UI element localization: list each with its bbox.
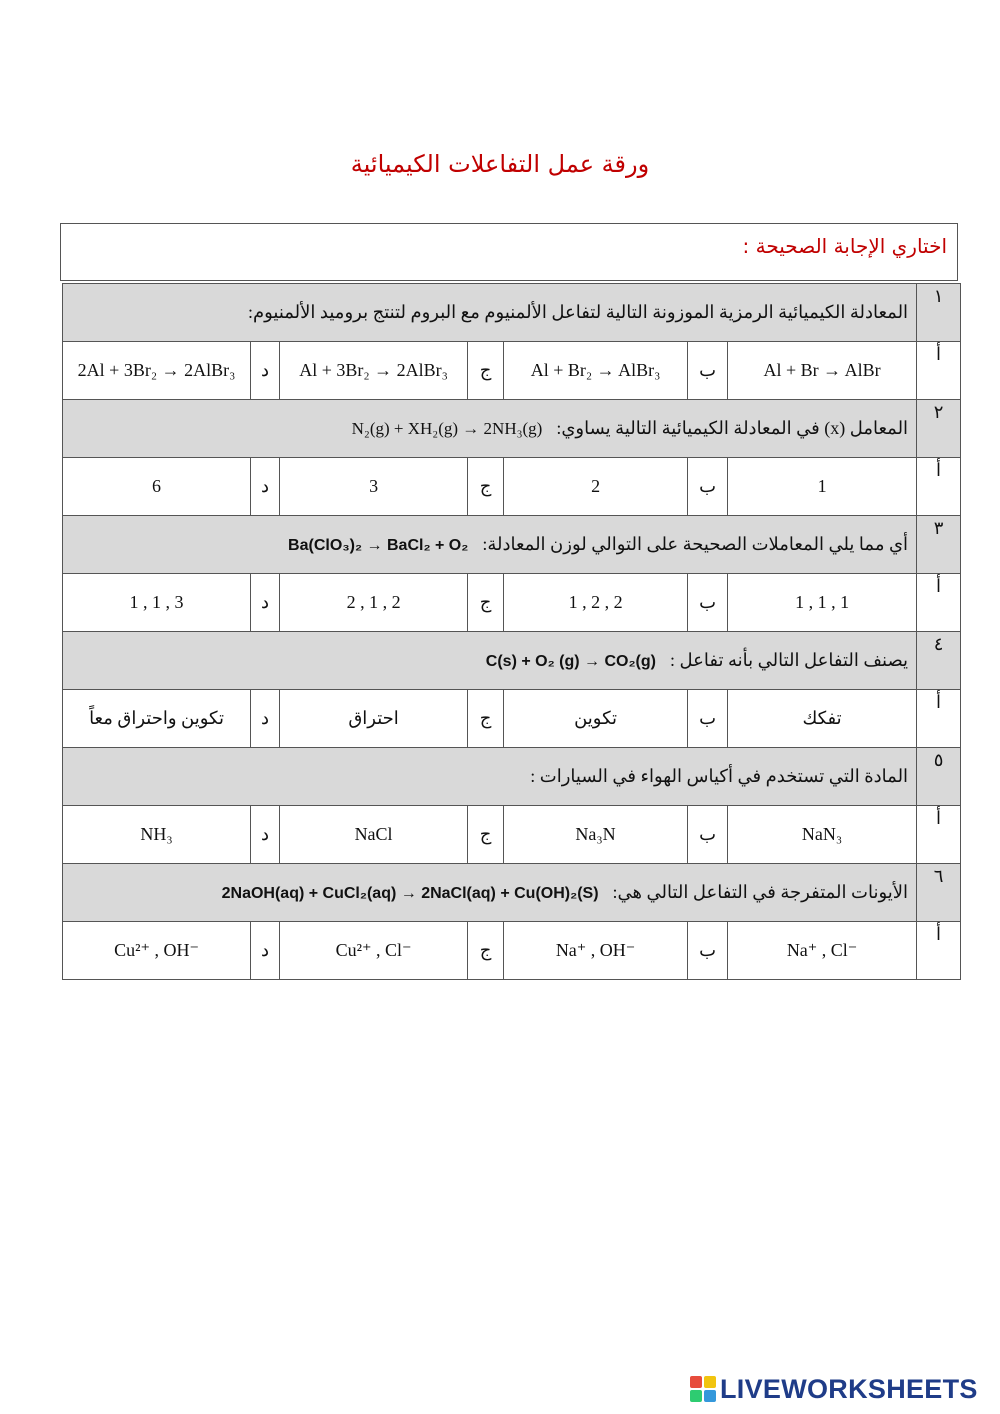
option-text: 1 , 2 , 2 <box>568 592 623 612</box>
question-equation: N₂(g) + XH₂(g) → 2NH₃(g) <box>351 419 543 438</box>
question-text: المادة التي تستخدم في أكياس الهواء في السيارات : <box>530 766 909 786</box>
option-answer[interactable] <box>63 922 251 980</box>
question-text: المعامل (x) في المعادلة الكيميائية التالية يساوي: <box>556 418 909 438</box>
option-text: 1 , 1 , 1 <box>795 592 850 612</box>
question-row <box>63 632 961 690</box>
option-text: 3 <box>369 476 379 496</box>
option-answer[interactable] <box>280 690 468 748</box>
option-text: 2Al + 3Br₂ → 2AlBr₃ <box>77 360 236 380</box>
option-letter: ج <box>468 458 504 516</box>
question-text: يصنف التفاعل التالي بأنه تفاعل : <box>669 650 909 670</box>
option-text: Al + 3Br₂ → 2AlBr₃ <box>299 360 448 380</box>
option-answer[interactable] <box>280 458 468 516</box>
option-answer[interactable] <box>504 458 688 516</box>
question-equation: 2NaOH(aq) + CuCl₂(aq) → 2NaCl(aq) + Cu(OH)₂(S) <box>221 885 599 902</box>
option-letter: ب <box>688 574 728 632</box>
question-number: ٢ <box>917 400 961 458</box>
question-number: ٦ <box>917 864 961 922</box>
option-text: Cu²⁺ , Cl⁻ <box>335 940 412 960</box>
option-letter: ج <box>468 922 504 980</box>
question-text: أي مما يلي المعاملات الصحيحة على التوالي لوزن المعادلة: <box>482 534 909 554</box>
liveworksheets-logo <box>690 1372 990 1406</box>
option-answer[interactable] <box>63 342 251 400</box>
options-row <box>63 574 961 632</box>
option-answer[interactable] <box>504 690 688 748</box>
option-text: 6 <box>152 476 162 496</box>
question-number: ٥ <box>917 748 961 806</box>
option-answer[interactable] <box>63 690 251 748</box>
option-text: Al + Br → AlBr <box>763 360 881 380</box>
option-answer[interactable] <box>504 922 688 980</box>
option-text: 1 , 1 , 3 <box>129 592 184 612</box>
option-text: Na⁺ , Cl⁻ <box>786 940 858 960</box>
option-letter: ج <box>468 342 504 400</box>
option-answer[interactable] <box>280 922 468 980</box>
question-text: المعادلة الكيميائية الرمزية الموزونة التالية لتفاعل الألمنيوم مع البروم لتنتج بروميد الألمنيوم: <box>247 302 909 322</box>
question-number: ١ <box>917 284 961 342</box>
option-answer[interactable] <box>63 806 251 864</box>
option-text: NH₃ <box>140 824 173 844</box>
option-text: Al + Br₂ → AlBr₃ <box>530 360 661 380</box>
question-row <box>63 516 961 574</box>
question-text-cell <box>63 864 917 922</box>
option-letter: د <box>251 690 280 748</box>
option-answer[interactable] <box>63 458 251 516</box>
option-text: احتراق <box>348 708 399 728</box>
option-text: تكوين <box>574 708 618 728</box>
logo-text: LIVEWORKSHEETS <box>720 1373 978 1404</box>
option-letter: د <box>251 342 280 400</box>
option-answer[interactable] <box>280 574 468 632</box>
option-answer[interactable] <box>728 574 917 632</box>
option-letter: ج <box>468 690 504 748</box>
option-letter: د <box>251 574 280 632</box>
options-row <box>63 922 961 980</box>
option-letter: أ <box>917 806 961 864</box>
question-text-cell <box>63 632 917 690</box>
question-text-cell <box>63 400 917 458</box>
option-answer[interactable] <box>728 922 917 980</box>
option-text: 1 <box>817 476 827 496</box>
option-letter: ج <box>468 806 504 864</box>
question-row <box>63 864 961 922</box>
option-text: Na⁺ , OH⁻ <box>555 940 636 960</box>
option-letter: ب <box>688 922 728 980</box>
option-letter: أ <box>917 342 961 400</box>
question-number: ٤ <box>917 632 961 690</box>
option-letter: ج <box>468 574 504 632</box>
question-text-cell <box>63 748 917 806</box>
option-answer[interactable] <box>504 806 688 864</box>
option-letter: د <box>251 458 280 516</box>
option-text: NaCl <box>354 824 393 844</box>
option-answer[interactable] <box>504 342 688 400</box>
option-letter: ب <box>688 342 728 400</box>
option-letter: أ <box>917 574 961 632</box>
option-letter: أ <box>917 458 961 516</box>
logo-icon <box>690 1376 716 1402</box>
option-letter: ب <box>688 458 728 516</box>
options-row <box>63 342 961 400</box>
option-text: تكوين واحتراق معاً <box>89 708 224 728</box>
option-text: Na₃N <box>575 824 616 844</box>
option-answer[interactable] <box>504 574 688 632</box>
option-answer[interactable] <box>280 806 468 864</box>
option-answer[interactable] <box>728 458 917 516</box>
option-answer[interactable] <box>728 806 917 864</box>
option-letter: ب <box>688 806 728 864</box>
question-row <box>63 400 961 458</box>
question-text-cell <box>63 516 917 574</box>
option-letter: د <box>251 806 280 864</box>
question-row <box>63 284 961 342</box>
option-answer[interactable] <box>728 690 917 748</box>
options-row <box>63 806 961 864</box>
questions-table <box>62 283 961 980</box>
question-text-cell <box>63 284 917 342</box>
options-row <box>63 690 961 748</box>
option-letter: ب <box>688 690 728 748</box>
option-text: 2 <box>591 476 601 496</box>
question-equation: Ba(ClO₃)₂ → BaCl₂ + O₂ <box>288 537 469 554</box>
option-answer[interactable] <box>280 342 468 400</box>
option-letter: أ <box>917 690 961 748</box>
page-title: ورقة عمل التفاعلات الكيميائية <box>350 150 650 178</box>
question-number: ٣ <box>917 516 961 574</box>
question-row <box>63 748 961 806</box>
option-text: تفكك <box>802 708 842 728</box>
option-text: NaN₃ <box>801 824 843 844</box>
option-text: Cu²⁺ , OH⁻ <box>114 940 199 960</box>
instruction: اختاري الإجابة الصحيحة : <box>60 223 958 281</box>
option-text: 2 , 1 , 2 <box>346 592 401 612</box>
question-equation: C(s) + O₂ (g) → CO₂(g) <box>485 653 656 670</box>
option-letter: د <box>251 922 280 980</box>
option-answer[interactable] <box>728 342 917 400</box>
options-row <box>63 458 961 516</box>
option-letter: أ <box>917 922 961 980</box>
option-answer[interactable] <box>63 574 251 632</box>
question-text: الأيونات المتفرجة في التفاعل التالي هي: <box>612 882 909 902</box>
